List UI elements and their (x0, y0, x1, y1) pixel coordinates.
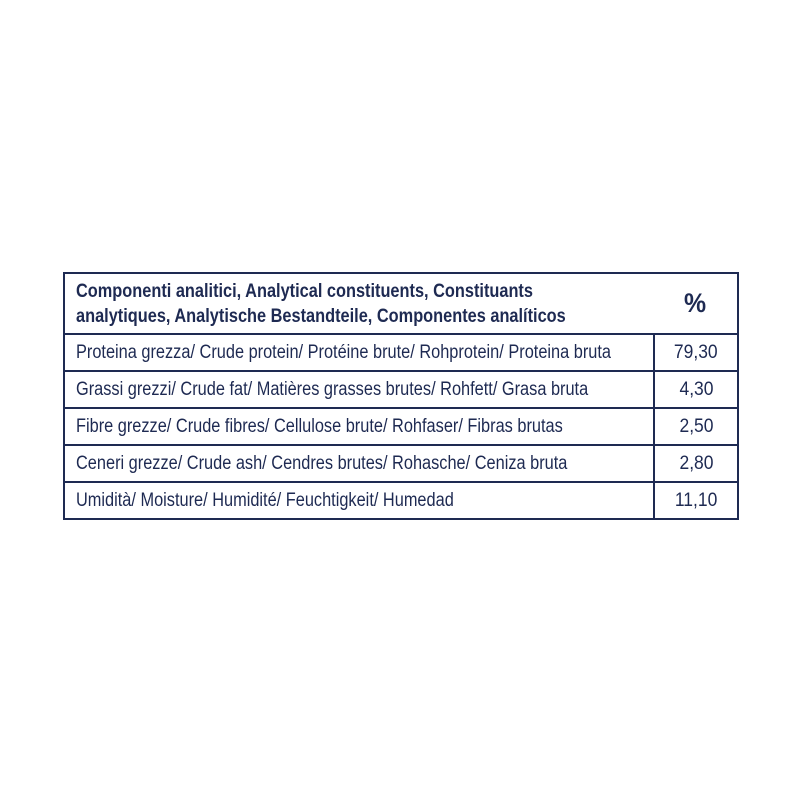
table-row (65, 444, 737, 481)
header-percent-label (653, 274, 737, 333)
row-label-text: Ceneri grezze/ Crude ash/ Cendres brutes/ Rohasche/ Ceniza bruta (76, 452, 568, 474)
row-value-text: 2,80 (678, 452, 714, 474)
row-label-crude-fibres (65, 409, 655, 444)
table-row (65, 333, 737, 370)
table-row (65, 407, 737, 444)
row-label-crude-ash (65, 446, 655, 481)
table-row (65, 370, 737, 407)
row-label-moisture (65, 483, 655, 518)
analytical-constituents-table (63, 272, 739, 520)
row-label-text: Umidità/ Moisture/ Humidité/ Feuchtigkeit/ Humedad (76, 489, 454, 511)
row-value-text: 11,10 (674, 489, 718, 511)
row-value-text: 79,30 (674, 341, 718, 363)
header-label-line-1: Componenti analitici, Analytical constituents, Constituants (76, 280, 533, 302)
header-label-line-2: analytiques, Analytische Bestandteile, Componentes analíticos (76, 305, 566, 327)
row-value-text: 2,50 (678, 415, 714, 437)
row-label-text: Grassi grezzi/ Crude fat/ Matières grasses brutes/ Rohfett/ Grasa bruta (76, 378, 589, 400)
row-label-text: Proteina grezza/ Crude protein/ Protéine brute/ Rohprotein/ Proteina bruta (76, 341, 612, 363)
percent-symbol: % (683, 288, 707, 318)
row-label-text: Fibre grezze/ Crude fibres/ Cellulose brute/ Rohfaser/ Fibras brutas (76, 415, 563, 437)
row-label-crude-protein (65, 335, 655, 370)
row-value-moisture (655, 483, 737, 518)
table-header-row (65, 274, 737, 333)
row-value-text: 4,30 (678, 378, 714, 400)
row-value-crude-fat (655, 372, 737, 407)
table-row (65, 481, 737, 518)
header-constituents-label (65, 279, 653, 329)
row-label-crude-fat (65, 372, 655, 407)
row-value-crude-ash (655, 446, 737, 481)
row-value-crude-protein (655, 335, 737, 370)
row-value-crude-fibres (655, 409, 737, 444)
